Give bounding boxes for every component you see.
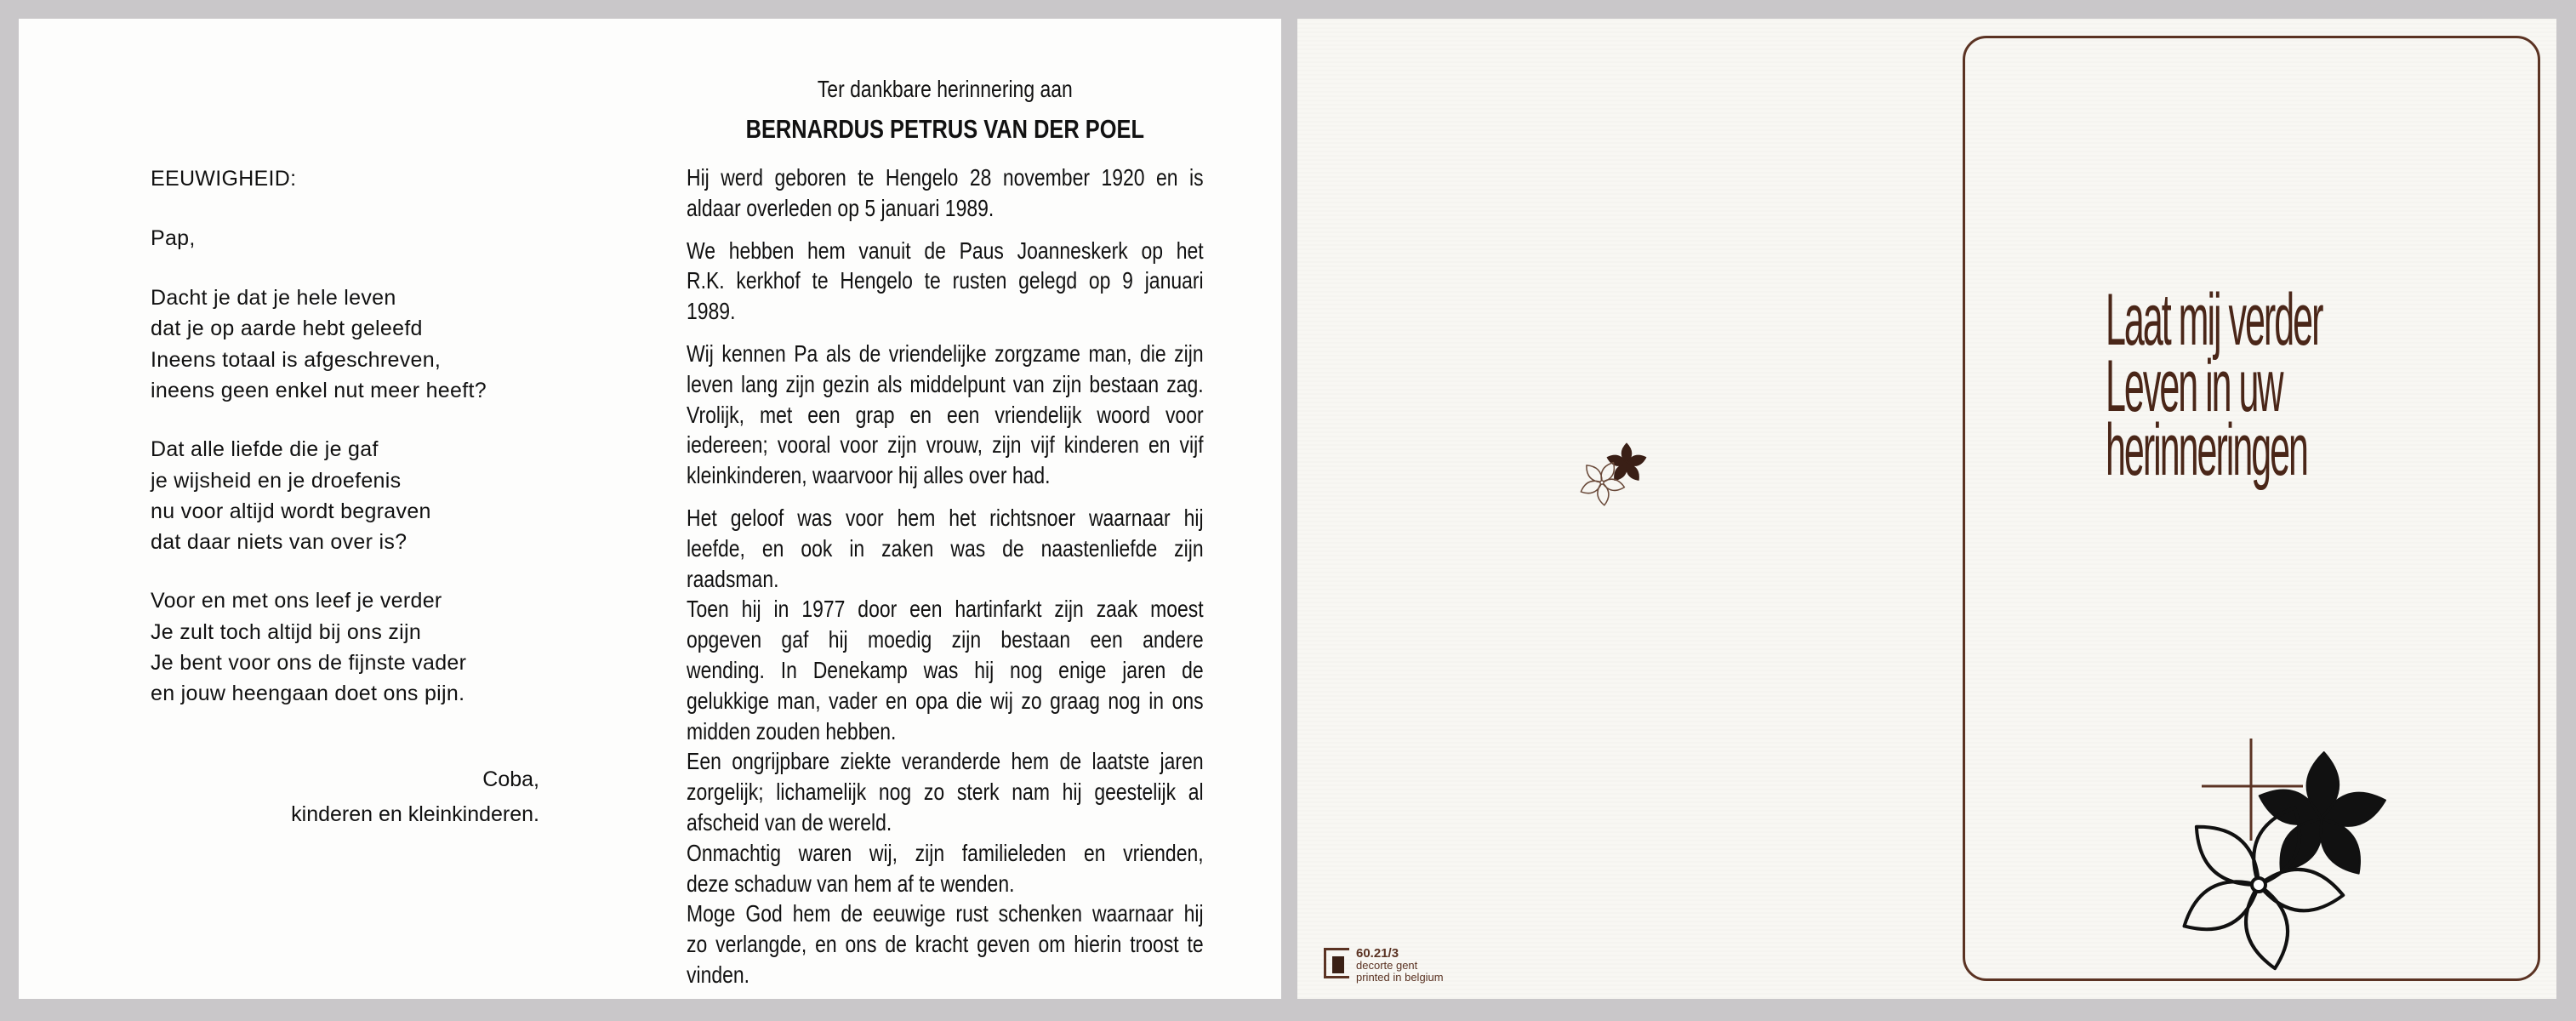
memorial-line: kleinkinderen, waarvoor hij alles over had. (687, 462, 1051, 489)
signature-line: kinderen en kleinkinderen. (291, 802, 539, 826)
poem-line: dat je op aarde hebt geleefd (151, 317, 423, 341)
memorial-line: Hij werd geboren te Hengelo 28 november 1920 en is (687, 164, 1204, 191)
memorial-line: Vrolijk, met een grap en een vriendelijk woord voor (687, 401, 1204, 428)
poem-salutation: Pap, (151, 226, 196, 250)
memorial-line: Moge God hem de eeuwige rust schenken waarnaar hij (687, 900, 1204, 927)
memorial-line: aldaar overleden op 5 januari 1989. (687, 194, 994, 221)
memorial-line: raadsman. (687, 565, 779, 592)
poem-line: dat daar niets van over is? (151, 530, 407, 555)
memorial-line: afscheid van de wereld. (687, 809, 892, 836)
poem-line: Dat alle liefde die je gaf (151, 437, 379, 462)
cover-frame (1963, 36, 2540, 981)
memorial-line: 1989. (687, 298, 736, 325)
flower-center (1600, 481, 1604, 484)
cover-title-line: herinneringen (2106, 409, 2307, 491)
memorial-line: R.K. kerkhof te Hengelo te rusten gelegd op 9 januari (687, 267, 1204, 294)
printer-imprint (1324, 948, 1444, 984)
memorial-line: wending. In Denekamp was hij nog enige jaren de (687, 657, 1204, 683)
memorial-line: Wij kennen Pa als de vriendelijke zorgzame man, die zijn (687, 340, 1204, 367)
poem-line: Je bent voor ons de fijnste vader (151, 651, 467, 675)
memorial-line: leefde, en ook in zaken was de naastenliefde zijn (687, 534, 1204, 562)
imprint-printed: printed in belgium (1356, 971, 1444, 984)
poem-line: en jouw heengaan doet ons pijn. (151, 682, 465, 706)
memorial-line: vinden. (687, 961, 750, 988)
memorial-line: iedereen; vooral voor zijn vrouw, zijn vijf kinderen en vijf (687, 431, 1204, 459)
poem-line: je wijsheid en je droefenis (151, 468, 402, 493)
cover-title-line: Leven in uw (2106, 345, 2282, 427)
memorial-line: zorgelijk; lichamelijk nog zo sterk nam hij geestelijk al (687, 779, 1204, 806)
poem-line: Je zult toch altijd bij ons zijn (151, 619, 422, 644)
memorial-line: opgeven gaf hij moedig zijn bestaan een andere (687, 626, 1204, 653)
memorial-line: deze schaduw van hem af te wenden. (687, 870, 1015, 897)
poem-title: EEUWIGHEID: (151, 167, 297, 191)
imprint-publisher: decorte gent (1356, 959, 1418, 972)
cover-title-line: Laat mij verder (2106, 279, 2322, 361)
memorial-intro: Ter dankbare herinnering aan (817, 76, 1073, 102)
memorial-line: Onmachtig waren wij, zijn familieleden en vrienden, (687, 839, 1204, 866)
memorial-line: Een ongrijpbare ziekte veranderde hem de laatste jaren (687, 748, 1204, 775)
poem-line: ineens geen enkel nut meer heeft? (151, 378, 487, 402)
cover-page (1297, 19, 2556, 999)
memorial-line: Toen hij in 1977 door een hartinfarkt zijn zaak moest (687, 596, 1204, 623)
imprint-code: 60.21/3 (1356, 946, 1399, 961)
printer-logo-icon (1324, 948, 1349, 978)
poem-line: nu voor altijd wordt begraven (151, 499, 431, 523)
inner-spread-page (19, 19, 1281, 999)
memorial-line: zo verlangde, en ons de kracht geven om hierin troost te (687, 931, 1204, 958)
memorial-line: gelukkige man, vader en opa die wij zo graag nog in ons (687, 687, 1204, 714)
deceased-name: BERNARDUS PETRUS VAN DER POEL (745, 114, 1145, 144)
poem-line: Dacht je dat je hele leven (151, 286, 396, 310)
poem-line: Voor en met ons leef je verder (151, 589, 442, 613)
memorial-line: We hebben hem vanuit de Paus Joanneskerk op het (687, 237, 1204, 264)
memorial-line: leven lang zijn gezin als middelpunt van zijn bestaan zag. (687, 370, 1204, 397)
memorial-line: Het geloof was voor hem het richtsnoer waarnaar hij (687, 505, 1204, 531)
signature-line: Coba, (482, 767, 539, 791)
poem-line: Ineens totaal is afgeschreven, (151, 347, 442, 372)
memorial-line: midden zouden hebben. (687, 717, 897, 744)
